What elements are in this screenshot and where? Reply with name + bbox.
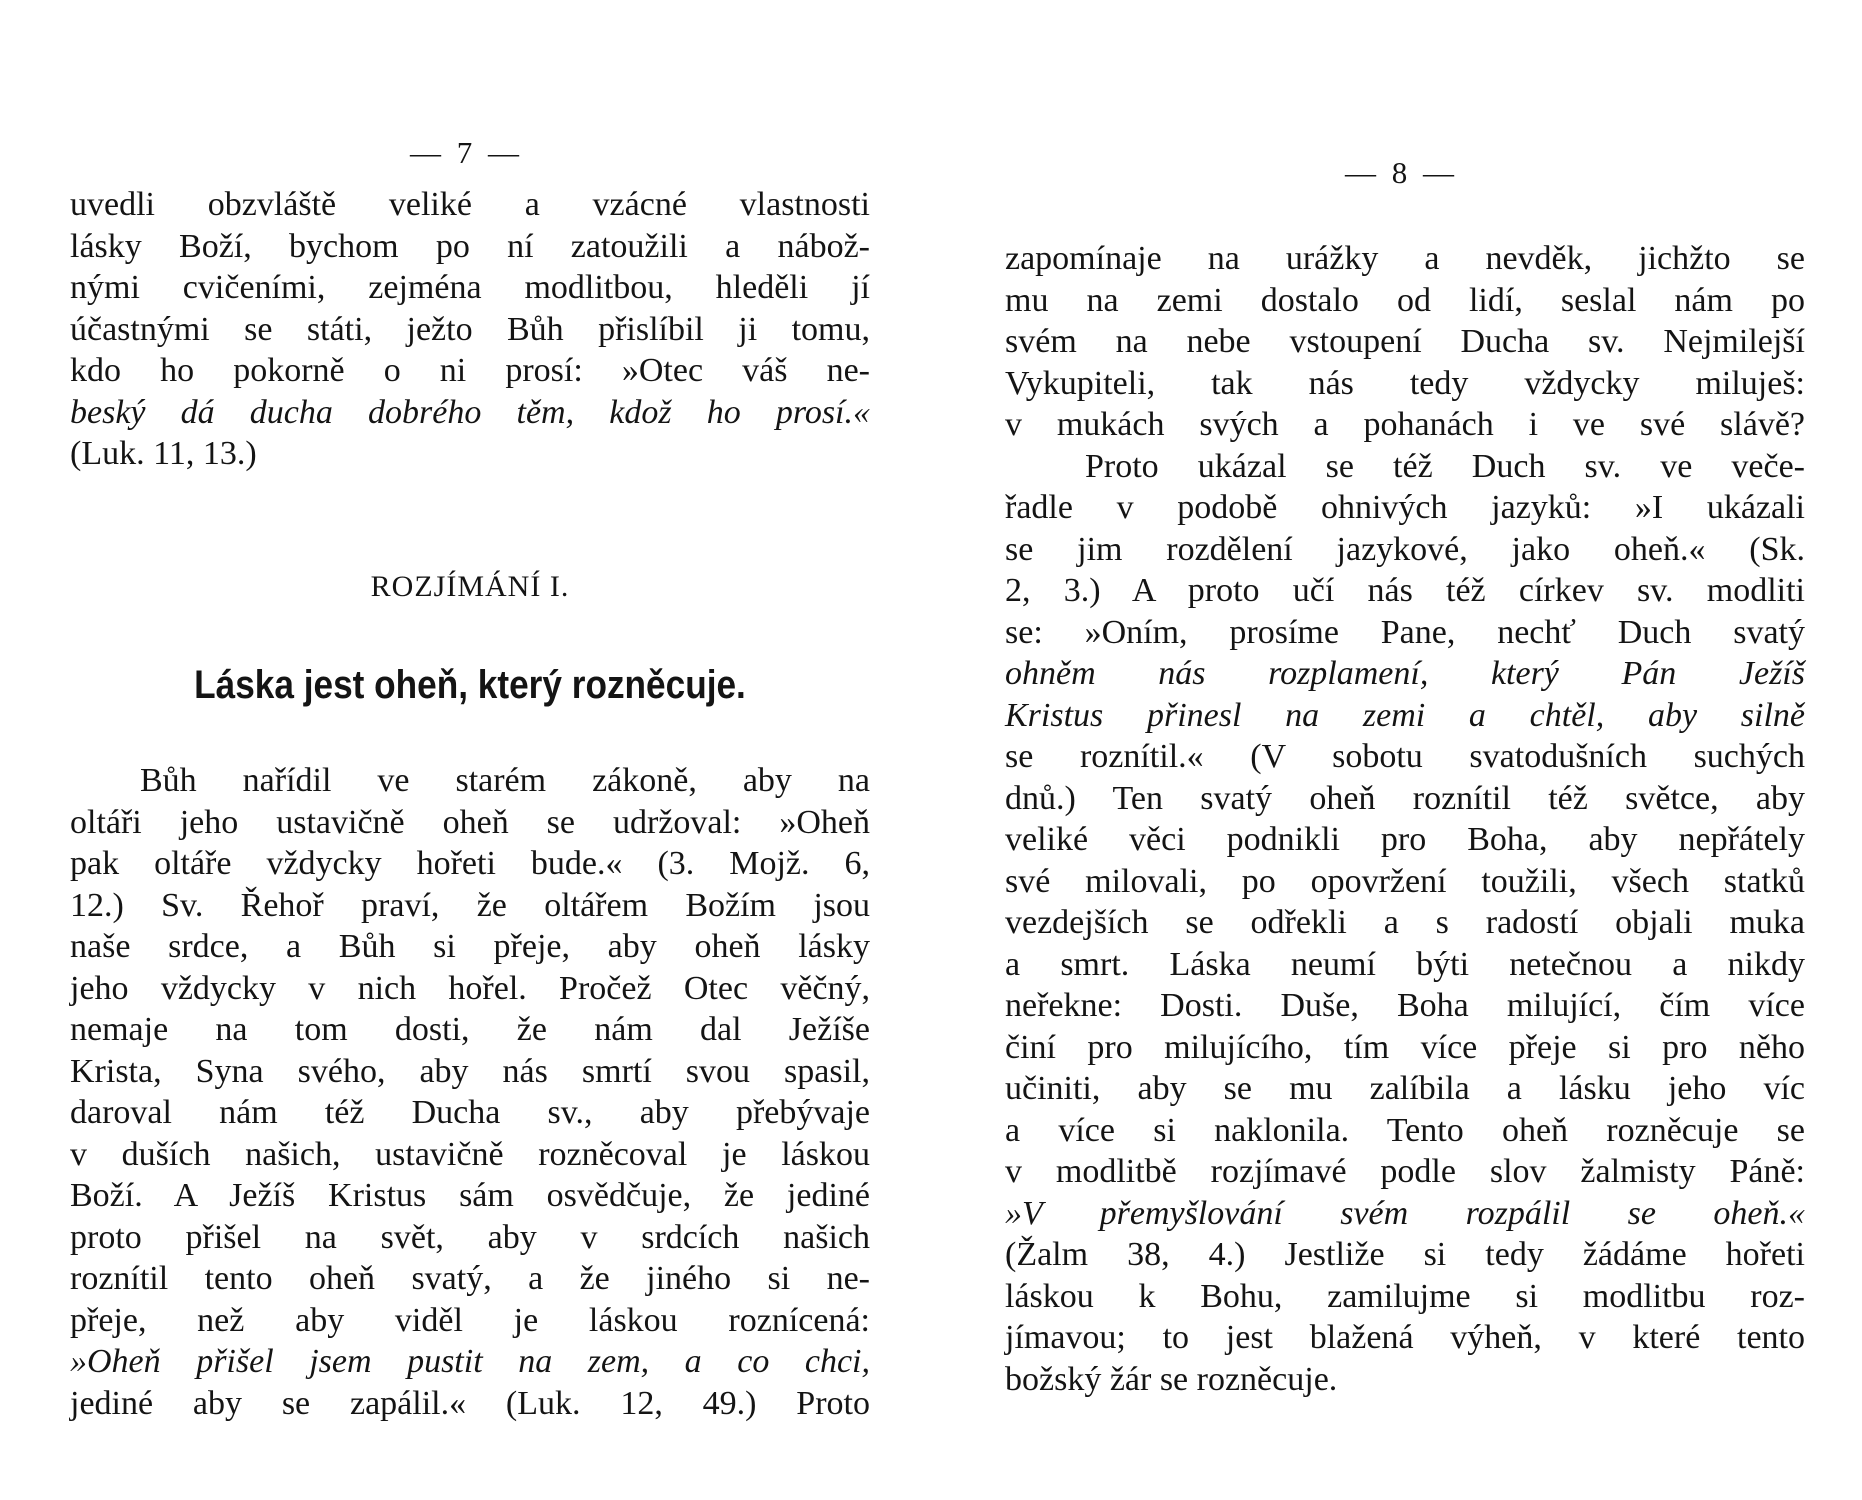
text-line: v mukách svých a pohanách i ve své slávě? <box>1005 406 1805 443</box>
text-line: přeje, než aby viděl je láskou roznícená: <box>70 1301 870 1339</box>
text-line: (Luk. 11, 13.) <box>70 435 257 472</box>
text-line: řadle v podobě ohnivých jazyků: »I ukázali <box>1005 489 1805 526</box>
text-line: Kristus přinesl na zemi a chtěl, aby silně <box>1005 696 1805 734</box>
text-line: »Oheň přišel jsem pustit na zem, a co chci, <box>70 1343 870 1380</box>
text-line: vezdejších se odřekli a s radostí objali muka <box>1005 904 1805 941</box>
text-line: pak oltáře vždycky hořeti bude.« (3. Mojž. 6, <box>70 845 870 882</box>
text-line: neřekne: Dosti. Duše, Boha milující, čím více <box>1005 987 1805 1024</box>
text-line: zapomínaje na urážky a nevděk, jichžto se <box>1005 240 1805 277</box>
text-line: Krista, Syna svého, aby nás smrtí svou spasil, <box>70 1052 870 1090</box>
text-line: Proto ukázal se též Duch sv. ve veče- <box>1085 447 1805 485</box>
text-line: a smrt. Láska neumí býti netečnou a nikdy <box>1005 945 1805 983</box>
text-line: učiniti, aby se mu zalíbila a lásku jeho víc <box>1005 1070 1805 1107</box>
text-line: naše srdce, a Bůh si přeje, aby oheň lásky <box>70 928 870 965</box>
chapter-heading: Láska jest oheň, který rozněcuje. <box>194 663 746 707</box>
text-line: v duších našich, ustavičně rozněcoval je láskou <box>70 1135 870 1173</box>
text-line: (Žalm 38, 4.) Jestliže si tedy žádáme hořeti <box>1005 1236 1805 1273</box>
text-line: své milovali, po opovržení toužili, všech statků <box>1005 862 1805 900</box>
text-line: se jim rozdělení jazykové, jako oheň.« (Sk. <box>1005 530 1805 568</box>
text-line: ohněm nás rozplamení, který Pán Ježíš <box>1005 655 1805 692</box>
text-line: beský dá ducha dobrého těm, kdož ho prosí.« <box>70 393 870 431</box>
text-line: roznítil tento oheň svatý, a že jiného si ne- <box>70 1260 870 1297</box>
text-line: uvedli obzvláště veliké a vzácné vlastnosti <box>70 186 870 223</box>
text-line: svém na nebe vstoupení Ducha sv. Nejmilejší <box>1005 323 1805 360</box>
text-line: jediné aby se zapálil.« (Luk. 12, 49.) Proto <box>70 1384 870 1422</box>
text-line: 2, 3.) A proto učí nás též církev sv. modliti <box>1005 572 1805 609</box>
body-paragraph-left <box>70 760 870 1424</box>
text-line: nemaje na tom dosti, že nám dal Ježíše <box>70 1011 870 1048</box>
text-line: 12.) Sv. Řehoř praví, že oltářem Božím jsou <box>70 886 870 924</box>
text-line: lásky Boží, bychom po ní zatoužili a nábož- <box>70 227 870 265</box>
text-line: láskou k Bohu, zamilujme si modlitbu roz- <box>1005 1277 1805 1315</box>
text-line: kdo ho pokorně o ni prosí: »Otec váš ne- <box>70 352 870 389</box>
text-line: oltáři jeho ustavičně oheň se udržoval: »Oheň <box>70 803 870 841</box>
text-line: Bůh nařídil ve starém zákoně, aby na <box>140 762 870 799</box>
text-line: proto přišel na svět, aby v srdcích našich <box>70 1218 870 1256</box>
text-line: dnů.) Ten svatý oheň roznítil též světce, aby <box>1005 779 1805 817</box>
page-number-left: — 7 — <box>410 135 523 170</box>
intro-paragraph <box>70 184 870 475</box>
text-line: v modlitbě rozjímavé podle slov žalmisty Páně: <box>1005 1153 1805 1190</box>
text-line: nými cvičeními, zejména modlitbou, hleděli jí <box>70 269 870 306</box>
page-number-right: — 8 — <box>1345 155 1458 190</box>
text-line: božský žár se rozněcuje. <box>1005 1360 1338 1398</box>
text-line: »V přemyšlování svém rozpálil se oheň.« <box>1005 1194 1805 1232</box>
text-line: daroval nám též Ducha sv., aby přebývaje <box>70 1094 870 1131</box>
text-line: se roznítil.« (V sobotu svatodušních suchých <box>1005 738 1805 775</box>
text-line: Vykupiteli, tak nás tedy vždycky miluješ: <box>1005 364 1805 402</box>
text-line: a více si naklonila. Tento oheň rozněcuje se <box>1005 1111 1805 1149</box>
text-line: účastnými se státi, ježto Bůh přislíbil ji tomu, <box>70 310 870 348</box>
text-line: se: »Oním, prosíme Pane, nechť Duch svatý <box>1005 613 1805 651</box>
text-line: činí pro milujícího, tím více přeje si pro něho <box>1005 1028 1805 1066</box>
text-line: jímavou; to jest blažená výheň, v které tento <box>1005 1319 1805 1356</box>
section-title: ROZJÍMÁNÍ I. <box>370 570 570 603</box>
body-paragraph-right <box>1005 238 1805 1400</box>
text-line: veliké věci podnikli pro Boha, aby nepřátely <box>1005 821 1805 858</box>
text-line: mu na zemi dostalo od lidí, seslal nám po <box>1005 281 1805 319</box>
text-line: jeho vždycky v nich hořel. Pročež Otec věčný, <box>70 969 870 1007</box>
text-line: Boží. A Ježíš Kristus sám osvědčuje, že jediné <box>70 1177 870 1214</box>
